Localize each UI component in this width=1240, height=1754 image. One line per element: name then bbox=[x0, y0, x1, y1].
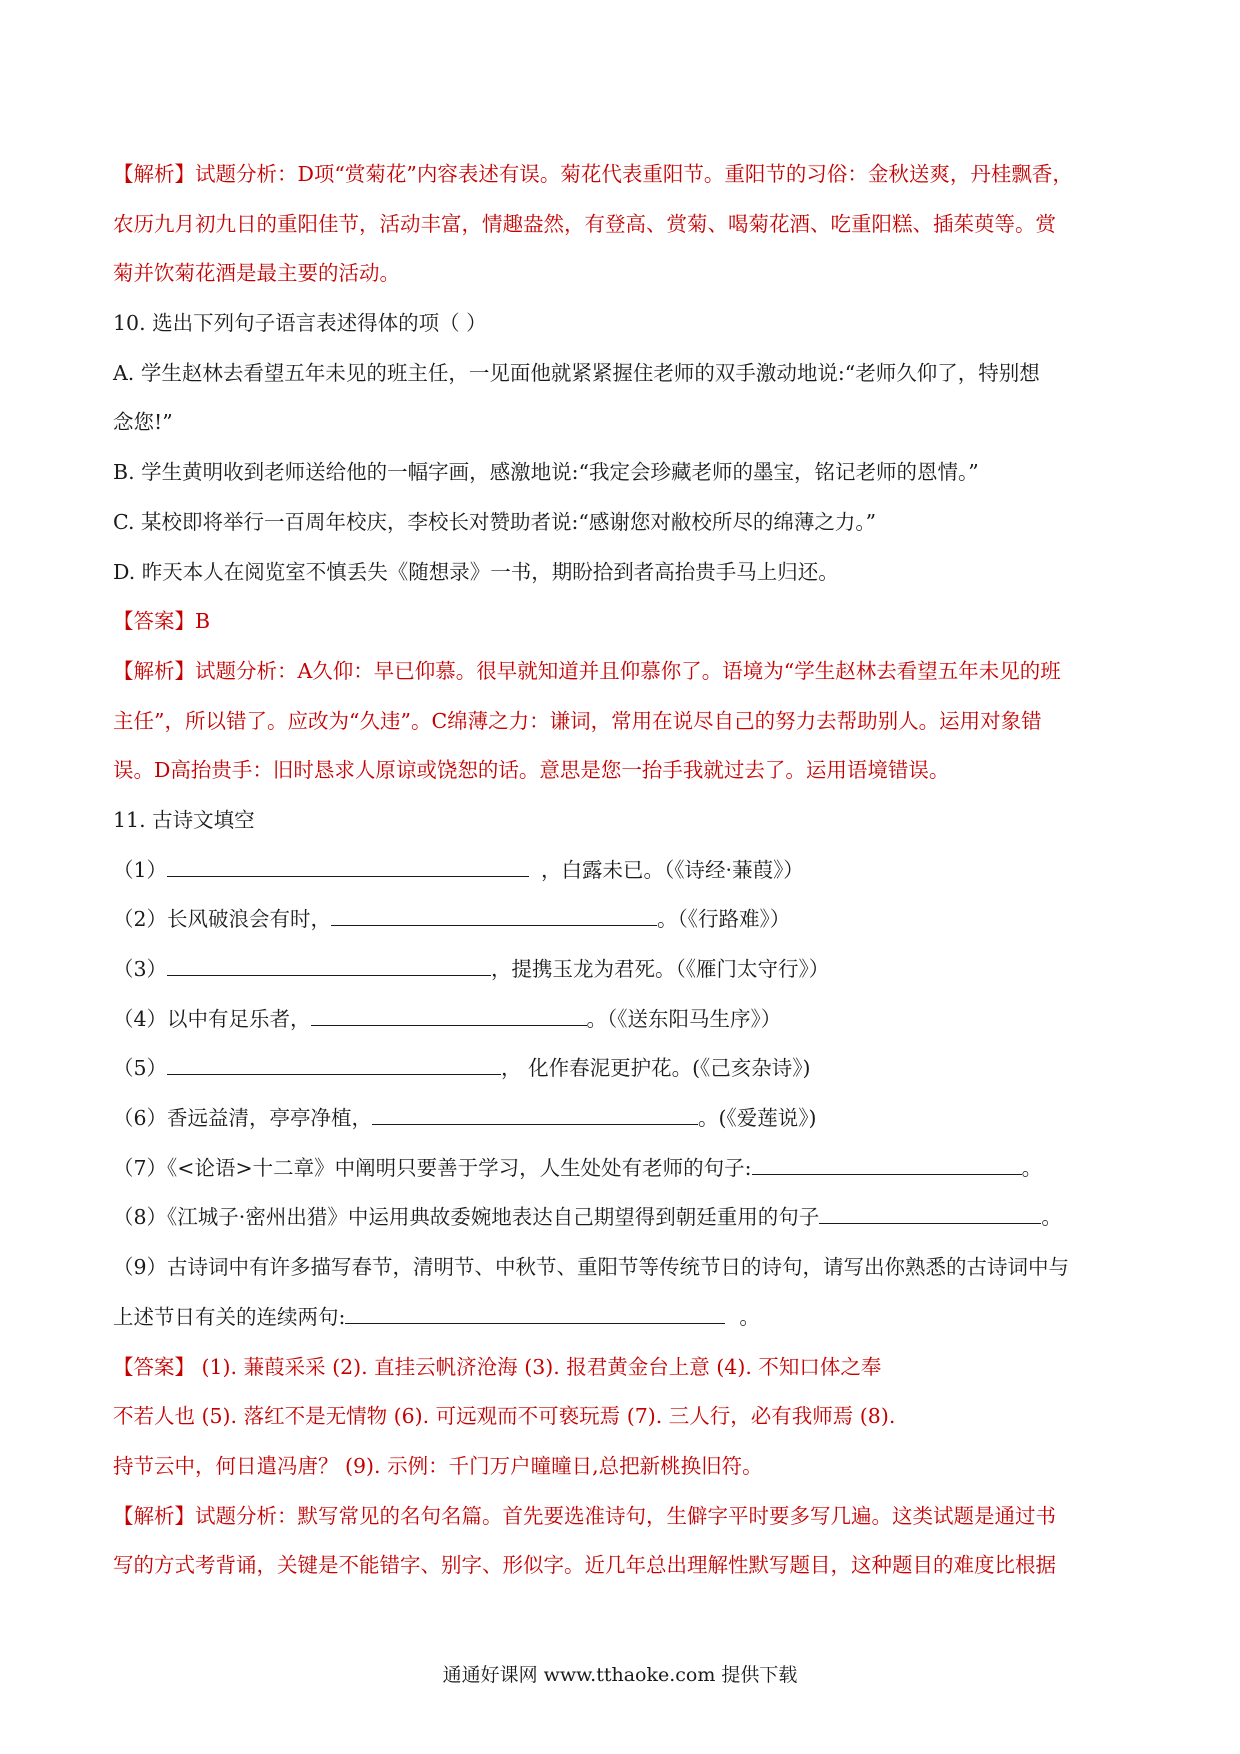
fill-blank[interactable] bbox=[167, 949, 491, 976]
item-number: （6） bbox=[113, 1106, 168, 1131]
q11-answer-line-1: 【答案】 (1). 蒹葭采采 (2). 直挂云帆济沧海 (3). 报君黄金台上意 (4). 不知口体之奉 bbox=[113, 1354, 882, 1379]
q11-item-7 bbox=[113, 1144, 1133, 1194]
item-text-before: 以中有足乐者， bbox=[167, 1006, 311, 1031]
q11-title: 11. 古诗文填空 bbox=[113, 807, 255, 832]
q10-question: 10. 选出下列句子语言表述得体的项（ ） bbox=[113, 311, 487, 336]
item-number: （2） bbox=[113, 907, 168, 932]
item-text-after: 。 bbox=[739, 1304, 760, 1329]
q10-analysis-line-1: 【解析】试题分析：A久仰：早已仰慕。很早就知道并且仰慕你了。语境为“学生赵林去看望五年未见的班 bbox=[113, 658, 1061, 683]
page-footer: 通通好课网 www.tthaoke.com 提供下载 bbox=[442, 1664, 798, 1686]
item-text-before: 长风破浪会有时， bbox=[167, 907, 332, 932]
item-text-after: 。（《送东阳马生序》） bbox=[586, 1006, 782, 1031]
q9-analysis-line-2: 农历九月初九日的重阳佳节，活动丰富，情趣盎然，有登高、赏菊、喝菊花酒、吃重阳糕、插茱萸等。赏 bbox=[113, 211, 1056, 236]
q11-item-8 bbox=[113, 1193, 1133, 1243]
q10-option-b: B. 学生黄明收到老师送给他的一幅字画，感激地说:“我定会珍藏老师的墨宝，铭记老师的恩情。” bbox=[113, 460, 979, 485]
q11-item-6 bbox=[113, 1094, 1133, 1144]
q11-item-1 bbox=[113, 846, 1133, 896]
q11-answer-line-2: 不若人也 (5). 落红不是无情物 (6). 可远观而不可亵玩焉 (7). 三人行，必有我师焉 (8). bbox=[113, 1404, 896, 1429]
item-text-after: ，白露未已。（《诗经·蒹葭》） bbox=[541, 857, 804, 882]
q11-item-3 bbox=[113, 945, 1133, 995]
q11-analysis-line-2: 写的方式考背诵，关键是不能错字、别字、形似字。近几年总出理解性默写题目，这种题目的难度比根据 bbox=[113, 1553, 1056, 1578]
item-number: （8） bbox=[113, 1205, 168, 1230]
item-text-before: 香远益清，亭亭净植， bbox=[167, 1106, 373, 1131]
item-text-before: 《<论语>十二章》中阐明只要善于学习，人生处处有老师的句子: bbox=[167, 1155, 752, 1180]
fill-blank[interactable] bbox=[819, 1197, 1041, 1224]
item-number: （4） bbox=[113, 1006, 168, 1031]
item-text-after: 。 bbox=[1021, 1155, 1043, 1180]
fill-blank[interactable] bbox=[167, 1048, 501, 1075]
fill-blank[interactable] bbox=[752, 1148, 1022, 1175]
q10-analysis-line-2: 主任”，所以错了。应改为“久违”。C绵薄之力：谦词，常用在说尽自己的努力去帮助别人。运用对象错 bbox=[113, 708, 1042, 733]
fill-blank[interactable] bbox=[372, 1098, 698, 1125]
item-text-before: 上述节日有关的连续两句: bbox=[113, 1304, 346, 1329]
fill-blank[interactable] bbox=[167, 850, 529, 877]
item-text-after: ， 化作春泥更护花。(《己亥杂诗》) bbox=[501, 1056, 811, 1081]
q11-item-9-line-2 bbox=[113, 1293, 1133, 1343]
item-number: （5） bbox=[113, 1056, 168, 1081]
q10-option-a-line-1: A. 学生赵林去看望五年未见的班主任，一见面他就紧紧握住老师的双手激动地说:“老师久仰了，特别想 bbox=[113, 360, 1040, 385]
q9-analysis-line-1: 【解析】试题分析：D项“赏菊花”内容表述有误。菊花代表重阳节。重阳节的习俗：金秋送爽，丹桂飘香， bbox=[113, 162, 1073, 186]
item-text-after: 。（《行路难》） bbox=[657, 907, 791, 932]
item-text-after: 。(《爱莲说》) bbox=[698, 1106, 817, 1131]
q11-answer-line-3: 持节云中，何日遣冯唐？ (9). 示例：千门万户曈曈日,总把新桃换旧符。 bbox=[113, 1453, 763, 1478]
q10-option-a-line-2: 念您!” bbox=[113, 410, 173, 435]
document-body bbox=[113, 150, 1133, 1591]
item-text-after: 。 bbox=[1041, 1205, 1062, 1230]
item-number: （3） bbox=[113, 957, 168, 981]
q11-item-4 bbox=[113, 995, 1133, 1045]
item-text-after: ，提携玉龙为君死。（《雁门太守行》） bbox=[491, 957, 830, 981]
fill-blank[interactable] bbox=[311, 999, 587, 1026]
q9-analysis-line-3: 菊并饮菊花酒是最主要的活动。 bbox=[113, 261, 400, 286]
fill-blank[interactable] bbox=[345, 1297, 725, 1324]
q10-option-c: C. 某校即将举行一百周年校庆，李校长对赞助者说:“感谢您对敝校所尽的绵薄之力。” bbox=[113, 509, 877, 534]
q11-item-5 bbox=[113, 1044, 1133, 1094]
fill-blank[interactable] bbox=[331, 899, 657, 926]
q11-analysis-line-1: 【解析】试题分析：默写常见的名句名篇。首先要选准诗句，生僻字平时要多写几遍。这类试题是通过书 bbox=[113, 1503, 1056, 1528]
q10-answer: 【答案】B bbox=[113, 609, 211, 634]
item-number: （7） bbox=[113, 1155, 168, 1180]
q10-analysis-line-3: 误。D高抬贵手：旧时恳求人原谅或饶恕的话。意思是您一抬手我就过去了。运用语境错误。 bbox=[113, 758, 950, 783]
item-number: （1） bbox=[113, 857, 168, 882]
q10-option-d: D. 昨天本人在阅览室不慎丢失《随想录》一书，期盼拾到者高抬贵手马上归还。 bbox=[113, 559, 839, 584]
item-text-before: 《江城子·密州出猎》中运用典故委婉地表达自己期望得到朝廷重用的句子 bbox=[167, 1205, 820, 1230]
q11-item-9-line-1: （9）古诗词中有许多描写春节，清明节、中秋节、重阳节等传统节日的诗句，请写出你熟悉的古诗词中与 bbox=[113, 1255, 1070, 1280]
q11-item-2 bbox=[113, 895, 1133, 945]
